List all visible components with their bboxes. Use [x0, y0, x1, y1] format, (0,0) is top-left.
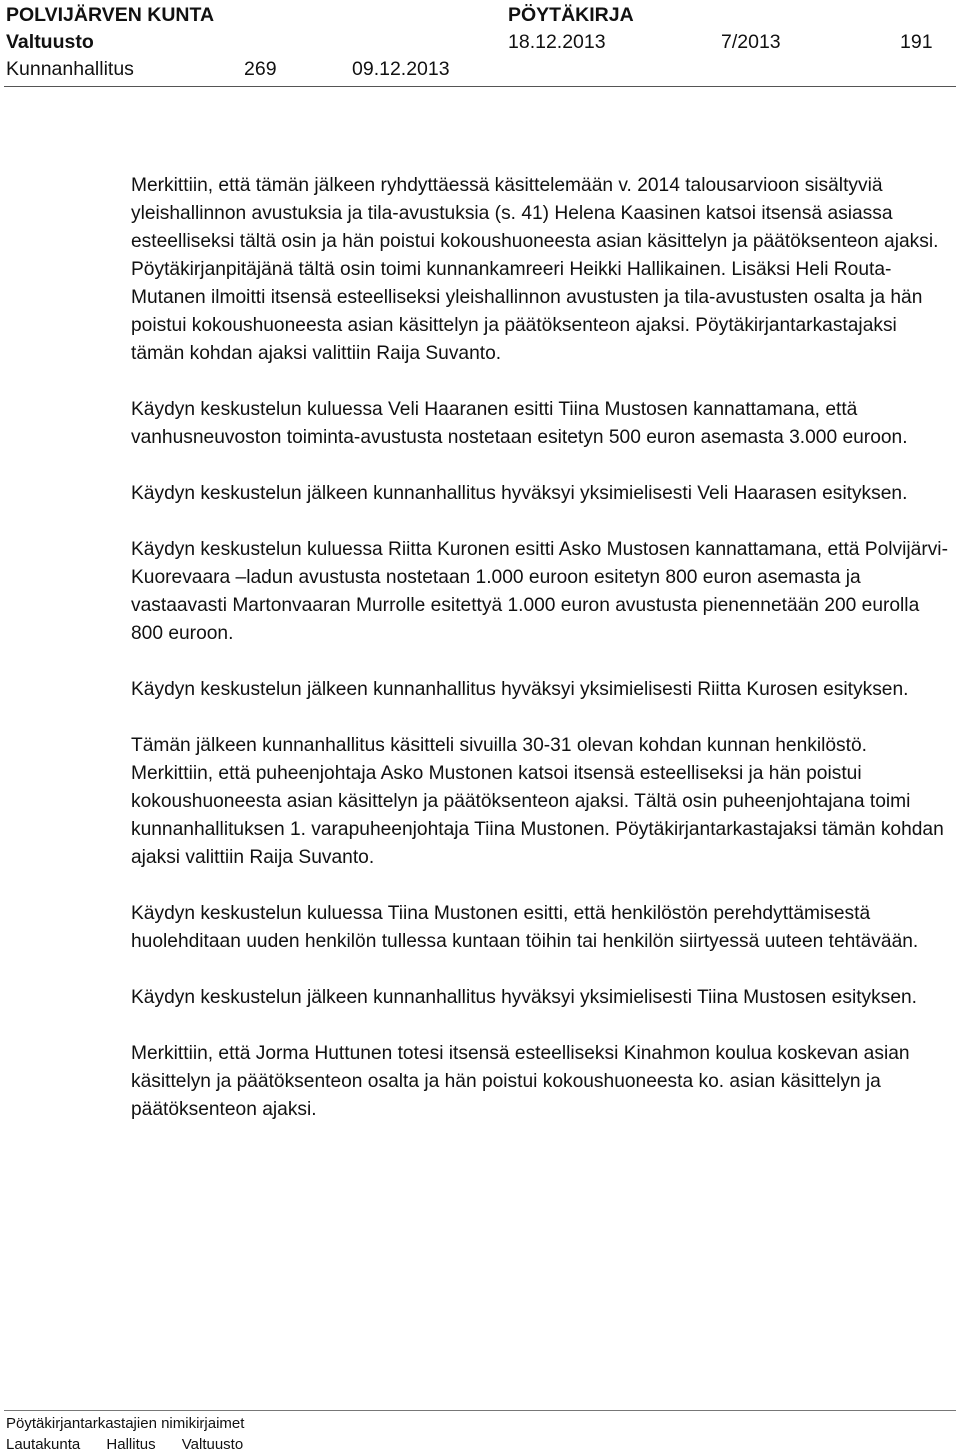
paragraph: Käydyn keskustelun jälkeen kunnanhallitus hyväksyi yksimielisesti Tiina Mustosen esityksen. — [131, 987, 917, 1008]
paragraph: Käydyn keskustelun kuluessa Tiina Mustonen esitti, että henkilöstön perehdyttämisestä huolehditaan uuden henkilön tullessa kuntaan töihin tai henkilön siirtyessä uuteen tehtävään. — [131, 903, 919, 952]
meeting-date: 18.12.2013 — [508, 31, 606, 53]
signatures-label: Pöytäkirjantarkastajien nimikirjaimet — [6, 1415, 245, 1432]
paragraph: Käydyn keskustelun kuluessa Veli Haaranen esitti Tiina Mustosen kannattamana, että vanhusneuvoston toiminta-avustusta nostetaan esitetyn 500 euron asemasta 3.000 euroon. — [131, 399, 908, 448]
paragraph: Merkittiin, että Jorma Huttunen totesi itsensä esteelliseksi Kinahmon koulua koskevan asian käsittelyn ja päätöksenteon osalta ja hän poistui kokoushuoneesta ko. asian käsittelyn ja päätöksenteon ajaksi. — [131, 1043, 910, 1120]
footer-divider — [4, 1410, 956, 1411]
footer-boards — [6, 1435, 265, 1454]
board-date: 09.12.2013 — [352, 58, 450, 80]
header-divider — [4, 86, 956, 87]
paragraph: Tämän jälkeen kunnanhallitus käsitteli sivuilla 30-31 olevan kohdan kunnan henkilöstö. Merkittiin, että puheenjohtaja Asko Mustonen katsoi itsensä esteelliseksi ja hän poistui kokoushuoneesta asian käsittelyn ja päätöksenteon ajaksi. Tältä osin puheenjohtajana toimi kunnanhallituksen 1. varapuheenjohtaja Tiina Mustonen. Pöytäkirjantarkastajaksi tämän kohdan ajaksi valittiin Raija Suvanto. — [131, 735, 944, 868]
paragraph: Käydyn keskustelun kuluessa Riitta Kuronen esitti Asko Mustosen kannattamana, että Polvijärvi-Kuorevaara –ladun avustusta nostetaan 1.000 euroon esitetyn 800 euron asemasta ja vastaavasti Martonvaaran Murrolle esitettyä 1.000 euron avustusta pienennetään 200 eurolla 800 euroon. — [131, 539, 948, 644]
meeting-body: Valtuusto — [6, 31, 94, 53]
municipality-name: POLVIJÄRVEN KUNTA — [6, 4, 215, 26]
section-number: 269 — [244, 58, 277, 80]
document-type: PÖYTÄKIRJA — [508, 4, 634, 26]
board-name: Kunnanhallitus — [6, 58, 134, 80]
paragraph: Merkittiin, että tämän jälkeen ryhdyttäessä käsittelemään v. 2014 talousarvioon sisältyviä yleishallinnon avustuksia ja tila-avustuksia (s. 41) Helena Kaasinen katsoi itsensä asiassa esteelliseksi tältä osin ja hän poistui kokoushuoneesta asian käsittelyn ja päätöksenteon ajaksi. Pöytäkirjanpitäjänä tältä osin toimi kunnankamreeri Heikki Hallikainen. Lisäksi Heli Routa-Mutanen ilmoitti itsensä esteelliseksi yleishallinnon avustusten ja tila-avustusten osalta ja hän poistui kokoushuoneesta asian käsittelyn ja päätöksenteon ajaksi. Pöytäkirjantarkastajaksi tämän kohdan ajaksi valittiin Raija Suvanto. — [131, 175, 939, 364]
footer-board-valtuusto: Valtuusto — [181, 1436, 244, 1453]
paragraph: Käydyn keskustelun jälkeen kunnanhallitus hyväksyi yksimielisesti Riitta Kurosen esityksen. — [131, 679, 909, 700]
footer-board-lautakunta: Lautakunta — [6, 1436, 81, 1453]
minutes-body — [131, 172, 951, 1152]
footer-board-hallitus: Hallitus — [106, 1436, 156, 1453]
paragraph: Käydyn keskustelun jälkeen kunnanhallitus hyväksyi yksimielisesti Veli Haarasen esityksen. — [131, 483, 908, 504]
meeting-number: 7/2013 — [721, 31, 781, 53]
page-number: 191 — [900, 31, 933, 53]
